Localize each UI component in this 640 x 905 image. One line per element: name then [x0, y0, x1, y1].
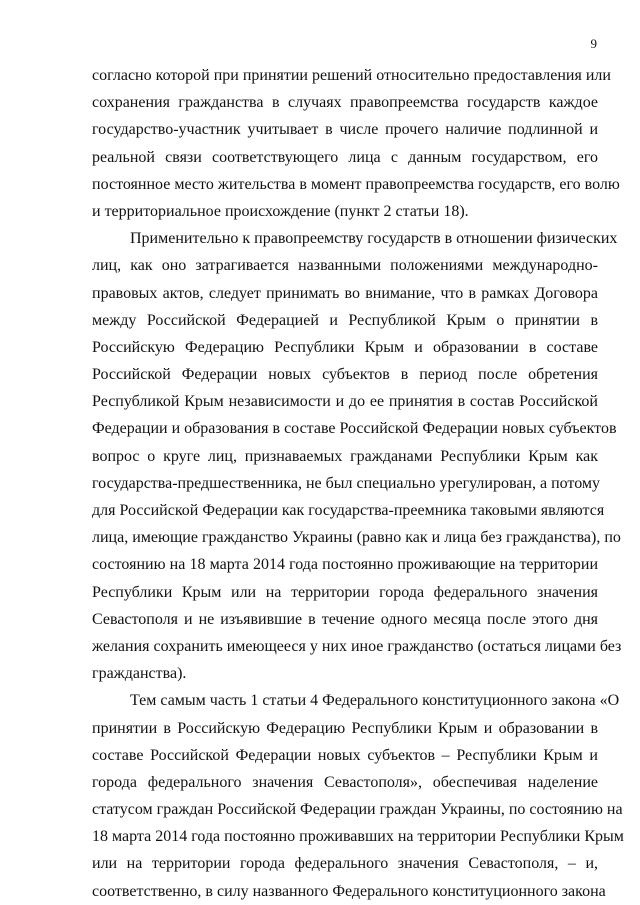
text-line: статусом граждан Российской Федерации граждан Украины, по состоянию на: [92, 801, 623, 819]
text-line: Федерации и образования в составе Российской Федерации новых субъектов: [92, 420, 617, 438]
text-line: лиц, как оно затрагивается названными положениями международно-: [92, 257, 598, 275]
page-number: 9: [590, 36, 597, 51]
text-line: государства-предшественника, не был специально урегулирован, а потому: [92, 474, 601, 492]
text-line: Республики Крым или на территории города федерального значения: [92, 583, 598, 601]
text-line: для Российской Федерации как государства-преемника таковыми являются: [92, 502, 605, 519]
text-line: принятии в Российскую Федерацию Республики Крым и образовании в: [92, 719, 598, 737]
text-line: Российскую Федерацию Республики Крым и образовании в составе: [92, 338, 598, 356]
text-line: Российской Федерации новых субъектов в период после обретения: [92, 366, 598, 384]
text-line: Применительно к правопреемству государств в отношении физических: [130, 230, 618, 248]
text-line: желания сохранить имеющееся у них иное гражданство (остаться лицами без: [92, 637, 622, 655]
text-line: правовых актов, следует принимать во внимание, что в рамках Договора: [92, 284, 598, 302]
paragraph: [92, 225, 622, 687]
text-line: постоянное место жительства в момент правопреемства государств, его волю: [92, 175, 620, 193]
text-line: составе Российской Федерации новых субъектов – Республики Крым и: [92, 746, 598, 764]
text-line: состоянию на 18 марта 2014 года постоянно проживающие на территории: [92, 556, 598, 574]
text-line: соответственно, в силу названного Федерального конституционного закона: [92, 882, 606, 900]
paragraph: [92, 62, 620, 225]
text-line: согласно которой при принятии решений относительно предоставления или: [92, 67, 611, 84]
text-line: города федерального значения Севастополя», обеспечивая наделение: [92, 773, 598, 791]
text-line: Тем самым часть 1 статьи 4 Федерального конституционного закона «О: [130, 692, 620, 710]
text-line: и территориальное происхождение (пункт 2 статьи 18).: [92, 202, 469, 220]
text-line: сохранения гражданства в случаях правопреемства государств каждое: [92, 94, 598, 112]
text-line: или на территории города федерального значения Севастополя, – и,: [92, 855, 598, 873]
text-line: государство-участник учитывает в числе прочего наличие подлинной и: [92, 121, 598, 139]
paragraph: [92, 687, 624, 905]
text-line: реальной связи соответствующего лица с данным государством, его: [92, 148, 598, 166]
text-line: Республикой Крым независимости и до ее принятия в состав Российской: [92, 393, 598, 411]
text-line: вопрос о круге лиц, признаваемых гражданами Республики Крым как: [92, 447, 598, 465]
text-line: Севастополя и не изъявившие в течение одного месяца после этого дня: [92, 610, 598, 628]
text-line: лица, имеющие гражданство Украины (равно как и лица без гражданства), по: [92, 529, 621, 547]
text-line: между Российской Федерацией и Республикой Крым о принятии в: [92, 311, 598, 329]
document-body: [92, 62, 624, 905]
text-line: 18 марта 2014 года постоянно проживавших на территории Республики Крым: [92, 828, 624, 846]
text-line: гражданства).: [92, 665, 187, 683]
